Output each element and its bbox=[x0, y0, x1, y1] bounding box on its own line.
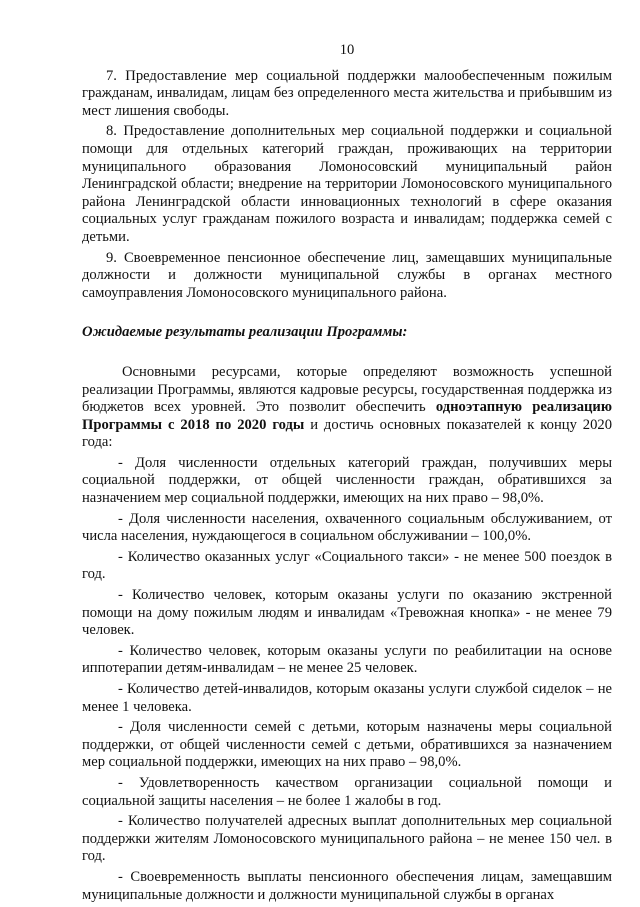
result-item: - Количество детей-инвалидов, которым оказаны услуги службой сиделок – не менее 1 человека. bbox=[82, 681, 612, 715]
page-number: 10 bbox=[339, 42, 355, 58]
list-item-8: 8. Предоставление дополнительных мер социальной поддержки и социальной помощи для отдельных категорий граждан, проживающих на территории муниципального образования Ломоносовский муниципальный район Ленинградской области; внедрение на территории Ломоносовского муниципального района Ленинградской области инновационных технологий в сфере оказания социальных услуг гражданам пожилого возраста и инвалидам; поддержка семей с детьми. bbox=[82, 123, 612, 245]
result-item: - Количество получателей адресных выплат дополнительных мер социальной поддержки жителям Ломоносовского муниципального района – не менее 150 чел. в год. bbox=[82, 813, 612, 865]
result-item: - Удовлетворенность качеством организации социальной помощи и социальной защиты населения – не более 1 жалобы в год. bbox=[82, 774, 612, 809]
intro-bold-text: одноэтапную реализацию Программы с 2018 по 2020 годы bbox=[82, 399, 612, 433]
intro-text-2: и достичь основных показателей к концу 2020 года: bbox=[82, 416, 612, 451]
result-item: - Доля численности семей с детьми, которым назначены меры социальной поддержки, от общей численности семей с детьми, обратившихся за назначением мер социальной поддержки, имеющих на них право – 98,0%. bbox=[82, 719, 612, 771]
result-item: - Доля численности населения, охваченного социальным обслуживанием, от числа населения, нуждающегося в социальном обслуживании – 100,0%. bbox=[82, 510, 612, 545]
list-item-9: 9. Своевременное пенсионное обеспечение лиц, замещавших муниципальные должности и должности муниципальной службы в органах местного самоуправления Ломоносовского муниципального района. bbox=[82, 249, 612, 301]
intro-paragraph bbox=[82, 364, 612, 452]
list-item-7: 7. Предоставление мер социальной поддержки малообеспеченным пожилым гражданам, инвалидам, лицам без определенного места жительства и прибывшим из мест лишения свободы. bbox=[82, 67, 612, 119]
result-item: - Своевременность выплаты пенсионного обеспечения лицам, замещавшим муниципальные должности и должности муниципальной службы в органах bbox=[82, 868, 612, 903]
intro-text-1: Основными ресурсами, которые определяют возможность успешной реализации Программы, являются кадровые ресурсы, государственная поддержка из бюджетов всех уровней. Это позволит обеспечить bbox=[82, 363, 612, 416]
result-item: - Количество человек, которым оказаны услуги по оказанию экстренной помощи на дому пожилым людям и инвалидам «Тревожная кнопка» - не менее 79 человек. bbox=[82, 587, 612, 639]
result-item: - Количество оказанных услуг «Социального такси» - не менее 500 поездок в год. bbox=[82, 548, 612, 583]
result-item: - Доля численности отдельных категорий граждан, получивших меры социальной поддержки, от общей численности граждан, обратившихся за назначением мер социальной поддержки, имеющих на них право – 98,0%. bbox=[82, 454, 612, 507]
section-heading: Ожидаемые результаты реализации Программы: bbox=[82, 324, 408, 341]
document-page bbox=[82, 42, 612, 907]
result-item: - Количество человек, которым оказаны услуги по реабилитации на основе иппотерапии детям-инвалидам – не менее 25 человек. bbox=[82, 642, 612, 677]
